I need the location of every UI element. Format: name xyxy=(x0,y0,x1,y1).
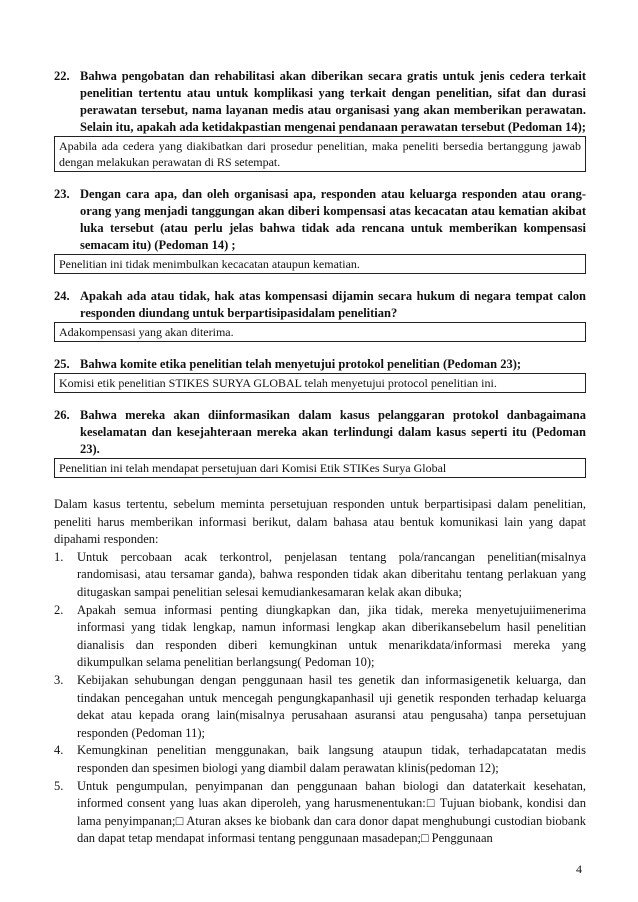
answer-box: Penelitian ini telah mendapat persetujuan dari Komisi Etik STIKes Surya Global xyxy=(54,458,586,478)
list-item-text: Kemungkinan penelitian menggunakan, baik langsung ataupun tidak, terhadapcatatan medis responden dan spesimen biologi yang diambil dalam perawatan klinis(pedoman 12); xyxy=(77,743,586,775)
question-number: 22. xyxy=(54,69,70,83)
question-text-block xyxy=(54,68,586,136)
list-item xyxy=(54,602,586,672)
answer-box: Komisi etik penelitian STIKES SURYA GLOBAL telah menyetujui protocol penelitian ini. xyxy=(54,373,586,393)
list-item xyxy=(54,742,586,777)
list-item-text: Apakah semua informasi penting diungkapkan dan, jika tidak, mereka menyetujuiimenerima informasi yang tidak lengkap, namun informasi lengkap akan diberikansebelum hasil penelitian dianalisis dan responden diberi kemungkinan untuk menarikdata/informasi mereka yang dikumpulkan selama penelitian berlangsung( Pedoman 10); xyxy=(77,602,586,670)
question-text: Bahwa mereka akan diinformasikan dalam kasus pelanggaran protokol danbagaimana keselamatan dan kesejahteraan mereka akan terlindungi dalam kasus seperti itu (Pedoman 23). xyxy=(80,408,586,456)
question-24 xyxy=(54,288,586,342)
question-26 xyxy=(54,407,586,478)
answer-box: Adakompensasi yang akan diterima. xyxy=(54,322,586,342)
question-text: Bahwa pengobatan dan rehabilitasi akan diberikan secara gratis untuk jenis cedera terkait penelitian tertentu atau untuk komplikasi yang terkait dengan penelitian, sifat dan durasi perawatan tersebut, nama layanan medis atau organisasi yang akan memberikan perawatan. Selain itu, apakah ada ketidakpastian mengenai pendanaan perawatan tersebut (Pedoman 14); xyxy=(80,69,586,134)
question-number: 24. xyxy=(54,289,70,303)
question-text: Apakah ada atau tidak, hak atas kompensasi dijamin secara hukum di negara tempat calon responden diundang untuk berpartisipasidalam penelitian? xyxy=(80,289,586,320)
list-item-number: 3. xyxy=(54,672,64,687)
answer-box: Penelitian ini tidak menimbulkan kecacatan ataupun kematian. xyxy=(54,254,586,274)
question-text-block xyxy=(54,186,586,254)
question-number: 25. xyxy=(54,357,70,371)
list-item xyxy=(54,549,586,602)
question-text: Bahwa komite etika penelitian telah menyetujui protokol penelitian (Pedoman 23); xyxy=(80,357,522,371)
answer-box: Apabila ada cedera yang diakibatkan dari prosedur penelitian, maka peneliti bersedia bertanggung jawab dengan melakukan perawatan di RS setempat. xyxy=(54,136,586,172)
list-item-number: 5. xyxy=(54,778,64,793)
question-number: 23. xyxy=(54,187,70,201)
information-list xyxy=(54,549,586,848)
list-item-number: 4. xyxy=(54,743,64,758)
list-item-text: Untuk pengumpulan, penyimpanan dan penggunaan bahan biologi dan dataterkait kesehatan, informed consent yang luas akan diperoleh, yang harusmenentukan:□ Tujuan biobank, kondisi dan lama penyimpanan;□ Aturan akses ke biobank dan cara donor dapat menghubungi custodian biobank dan dapat tetap mendapat informasi tentang penggunaan masadepan;□ Penggunaan xyxy=(77,778,586,846)
question-text-block xyxy=(54,356,586,373)
question-25 xyxy=(54,356,586,393)
page-number: 4 xyxy=(576,862,582,876)
list-item xyxy=(54,672,586,742)
question-text-block xyxy=(54,407,586,458)
list-item-text: Kebijakan sehubungan dengan penggunaan hasil tes genetik dan informasigenetik keluarga, dan tindakan pencegahan untuk mencegah pengungkapanhasil uji genetik responden terhadap keluarga dekat atau kepada orang lain(misalnya perusahaan asuransi atau pengusaha) tanpa persetujuan responden (Pedoman 11); xyxy=(77,672,586,740)
question-text: Dengan cara apa, dan oleh organisasi apa, responden atau keluarga responden atau orang-orang yang menjadi tanggungan akan diberi kompensasi atas kecacatan atau kematian akibat luka tersebut (atau perlu jelas bahwa tidak ada rencana untuk memberikan kompensasi semacam itu) (Pedoman 14) ; xyxy=(80,187,586,252)
question-text-block xyxy=(54,288,586,322)
list-item xyxy=(54,778,586,848)
list-item-number: 1. xyxy=(54,549,64,564)
question-number: 26. xyxy=(54,408,70,422)
question-22 xyxy=(54,68,586,172)
question-23 xyxy=(54,186,586,274)
intro-paragraph: Dalam kasus tertentu, sebelum meminta persetujuan responden untuk berpartisipasi dalam penelitian, peneliti harus memberikan informasi berikut, dalam bahasa atau bentuk komunikasi lain yang dapat dipahami responden: xyxy=(54,497,586,547)
list-item-number: 2. xyxy=(54,602,64,617)
list-item-text: Untuk percobaan acak terkontrol, penjelasan tentang pola/rancangan penelitian(misalnya randomisasi, atau tersamar ganda), bahwa responden tidak akan diberitahu tentang perlakuan yang ditugaskan sampai penelitian selesai kemudiankesamaran kelak akan dibuka; xyxy=(77,549,586,599)
